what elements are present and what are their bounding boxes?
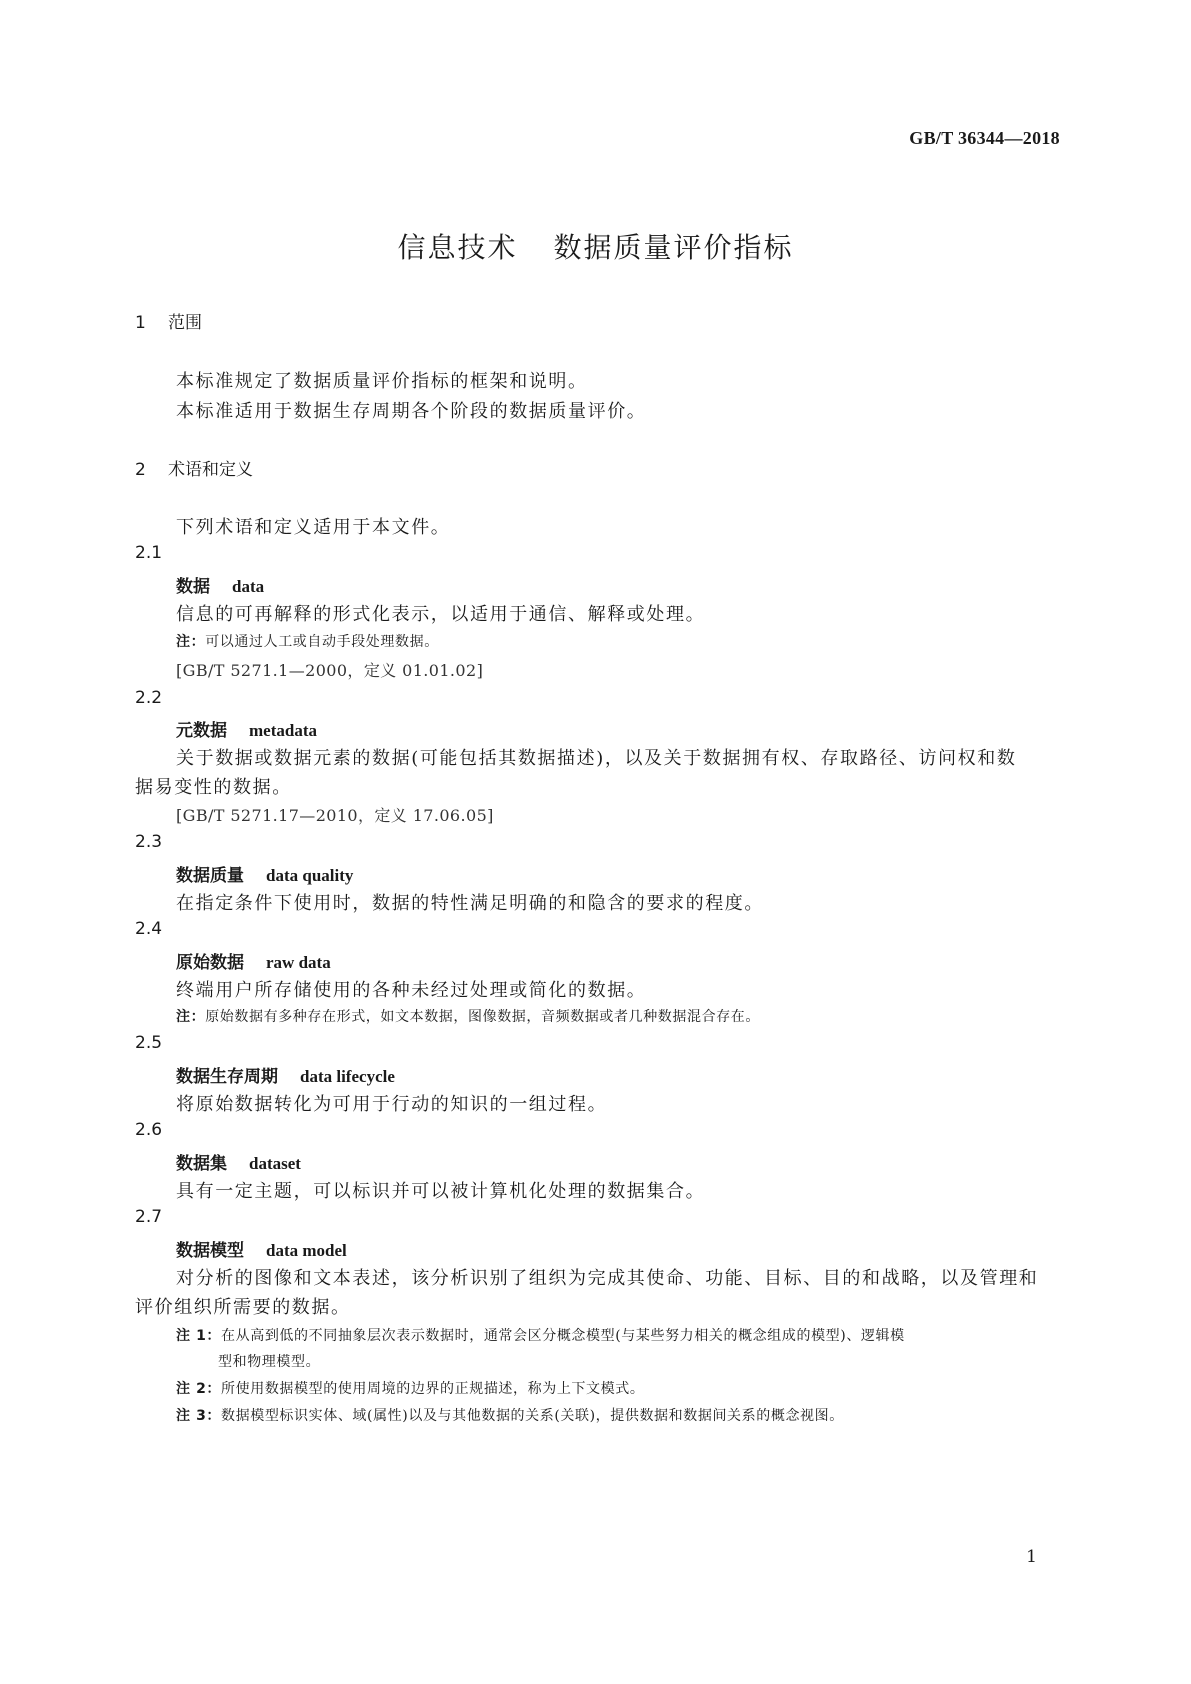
term-number: 2.7 xyxy=(135,1207,163,1227)
term-number: 2.3 xyxy=(135,832,163,852)
note-label: 注 1： xyxy=(176,1328,222,1344)
title-part-1: 信息技术 xyxy=(397,231,518,264)
section-number: 1 xyxy=(135,313,146,333)
scope-paragraph-1: 本标准规定了数据质量评价指标的框架和说明。 xyxy=(176,371,588,392)
term-heading xyxy=(176,948,331,973)
section-2-heading xyxy=(135,455,253,480)
section-number: 2 xyxy=(135,460,146,480)
term-number: 2.5 xyxy=(135,1033,163,1053)
section-title: 术语和定义 xyxy=(168,460,253,480)
scope-paragraph-2: 本标准适用于数据生存周期各个阶段的数据质量评价。 xyxy=(176,401,647,422)
term-definition-cont: 评价组织所需要的数据。 xyxy=(135,1297,351,1318)
term-note-1-cont: 型和物理模型。 xyxy=(218,1354,321,1370)
term-note xyxy=(176,1006,760,1026)
term-heading xyxy=(176,1149,301,1174)
term-en: data quality xyxy=(266,866,354,885)
term-definition: 具有一定主题，可以标识并可以被计算机化处理的数据集合。 xyxy=(176,1181,706,1202)
term-definition: 关于数据或数据元素的数据(可能包括其数据描述)，以及关于数据拥有权、存取路径、访问权和数 xyxy=(176,748,1017,769)
note-label: 注： xyxy=(176,1009,206,1025)
note-label: 注 2： xyxy=(176,1381,222,1397)
term-en: data lifecycle xyxy=(300,1067,395,1086)
term-definition: 终端用户所存储使用的各种未经过处理或简化的数据。 xyxy=(176,980,647,1001)
section-title: 范围 xyxy=(168,313,202,333)
term-number: 2.4 xyxy=(135,919,163,939)
note-text: 原始数据有多种存在形式，如文本数据，图像数据，音频数据或者几种数据混合存在。 xyxy=(205,1009,761,1025)
note-text: 数据模型标识实体、域(属性)以及与其他数据的关系(关联)，提供数据和数据间关系的概念视图。 xyxy=(221,1408,844,1424)
term-zh: 元数据 xyxy=(176,721,227,741)
term-en: metadata xyxy=(249,721,317,740)
term-en: data model xyxy=(266,1241,347,1260)
page-number: 1 xyxy=(1026,1547,1037,1567)
standard-number: GB/T 36344—2018 xyxy=(909,128,1060,148)
term-note-2 xyxy=(176,1378,644,1398)
term-definition: 将原始数据转化为可用于行动的知识的一组过程。 xyxy=(176,1094,608,1115)
term-definition: 在指定条件下使用时，数据的特性满足明确的和隐含的要求的程度。 xyxy=(176,893,764,914)
term-en: dataset xyxy=(249,1154,301,1173)
term-zh: 数据集 xyxy=(176,1154,227,1174)
term-source: [GB/T 5271.17—2010，定义 17.06.05] xyxy=(176,806,494,825)
term-zh: 数据生存周期 xyxy=(176,1067,278,1087)
term-zh: 数据质量 xyxy=(176,866,244,886)
term-definition: 对分析的图像和文本表述，该分析识别了组织为完成其使命、功能、目标、目的和战略，以及管理和 xyxy=(176,1268,1039,1289)
term-note-1 xyxy=(176,1325,905,1345)
term-definition-cont: 据易变性的数据。 xyxy=(135,777,292,798)
terms-intro: 下列术语和定义适用于本文件。 xyxy=(176,517,451,538)
term-zh: 原始数据 xyxy=(176,953,244,973)
term-source: [GB/T 5271.1—2000，定义 01.01.02] xyxy=(176,661,484,680)
term-zh: 数据 xyxy=(176,577,210,597)
note-text: 在从高到低的不同抽象层次表示数据时，通常会区分概念模型(与某些努力相关的概念组成的模型)、逻辑模 xyxy=(221,1328,905,1344)
term-number: 2.2 xyxy=(135,688,163,708)
term-zh: 数据模型 xyxy=(176,1241,244,1261)
document-title xyxy=(0,226,1191,266)
note-label: 注： xyxy=(176,634,206,650)
term-heading xyxy=(176,861,353,886)
term-number: 2.6 xyxy=(135,1120,163,1140)
term-note xyxy=(176,631,439,651)
term-heading xyxy=(176,1062,395,1087)
title-part-2: 数据质量评价指标 xyxy=(553,231,794,264)
term-heading xyxy=(176,1236,347,1261)
term-heading xyxy=(176,572,264,597)
note-text: 所使用数据模型的使用周境的边界的正规描述，称为上下文模式。 xyxy=(221,1381,645,1397)
section-1-heading xyxy=(135,308,202,333)
term-en: raw data xyxy=(266,953,331,972)
term-heading xyxy=(176,716,317,741)
term-note-3 xyxy=(176,1405,844,1425)
note-label: 注 3： xyxy=(176,1408,222,1424)
note-text: 可以通过人工或自动手段处理数据。 xyxy=(205,634,439,650)
term-definition: 信息的可再解释的形式化表示，以适用于通信、解释或处理。 xyxy=(176,604,706,625)
term-number: 2.1 xyxy=(135,543,163,563)
term-en: data xyxy=(232,577,265,596)
